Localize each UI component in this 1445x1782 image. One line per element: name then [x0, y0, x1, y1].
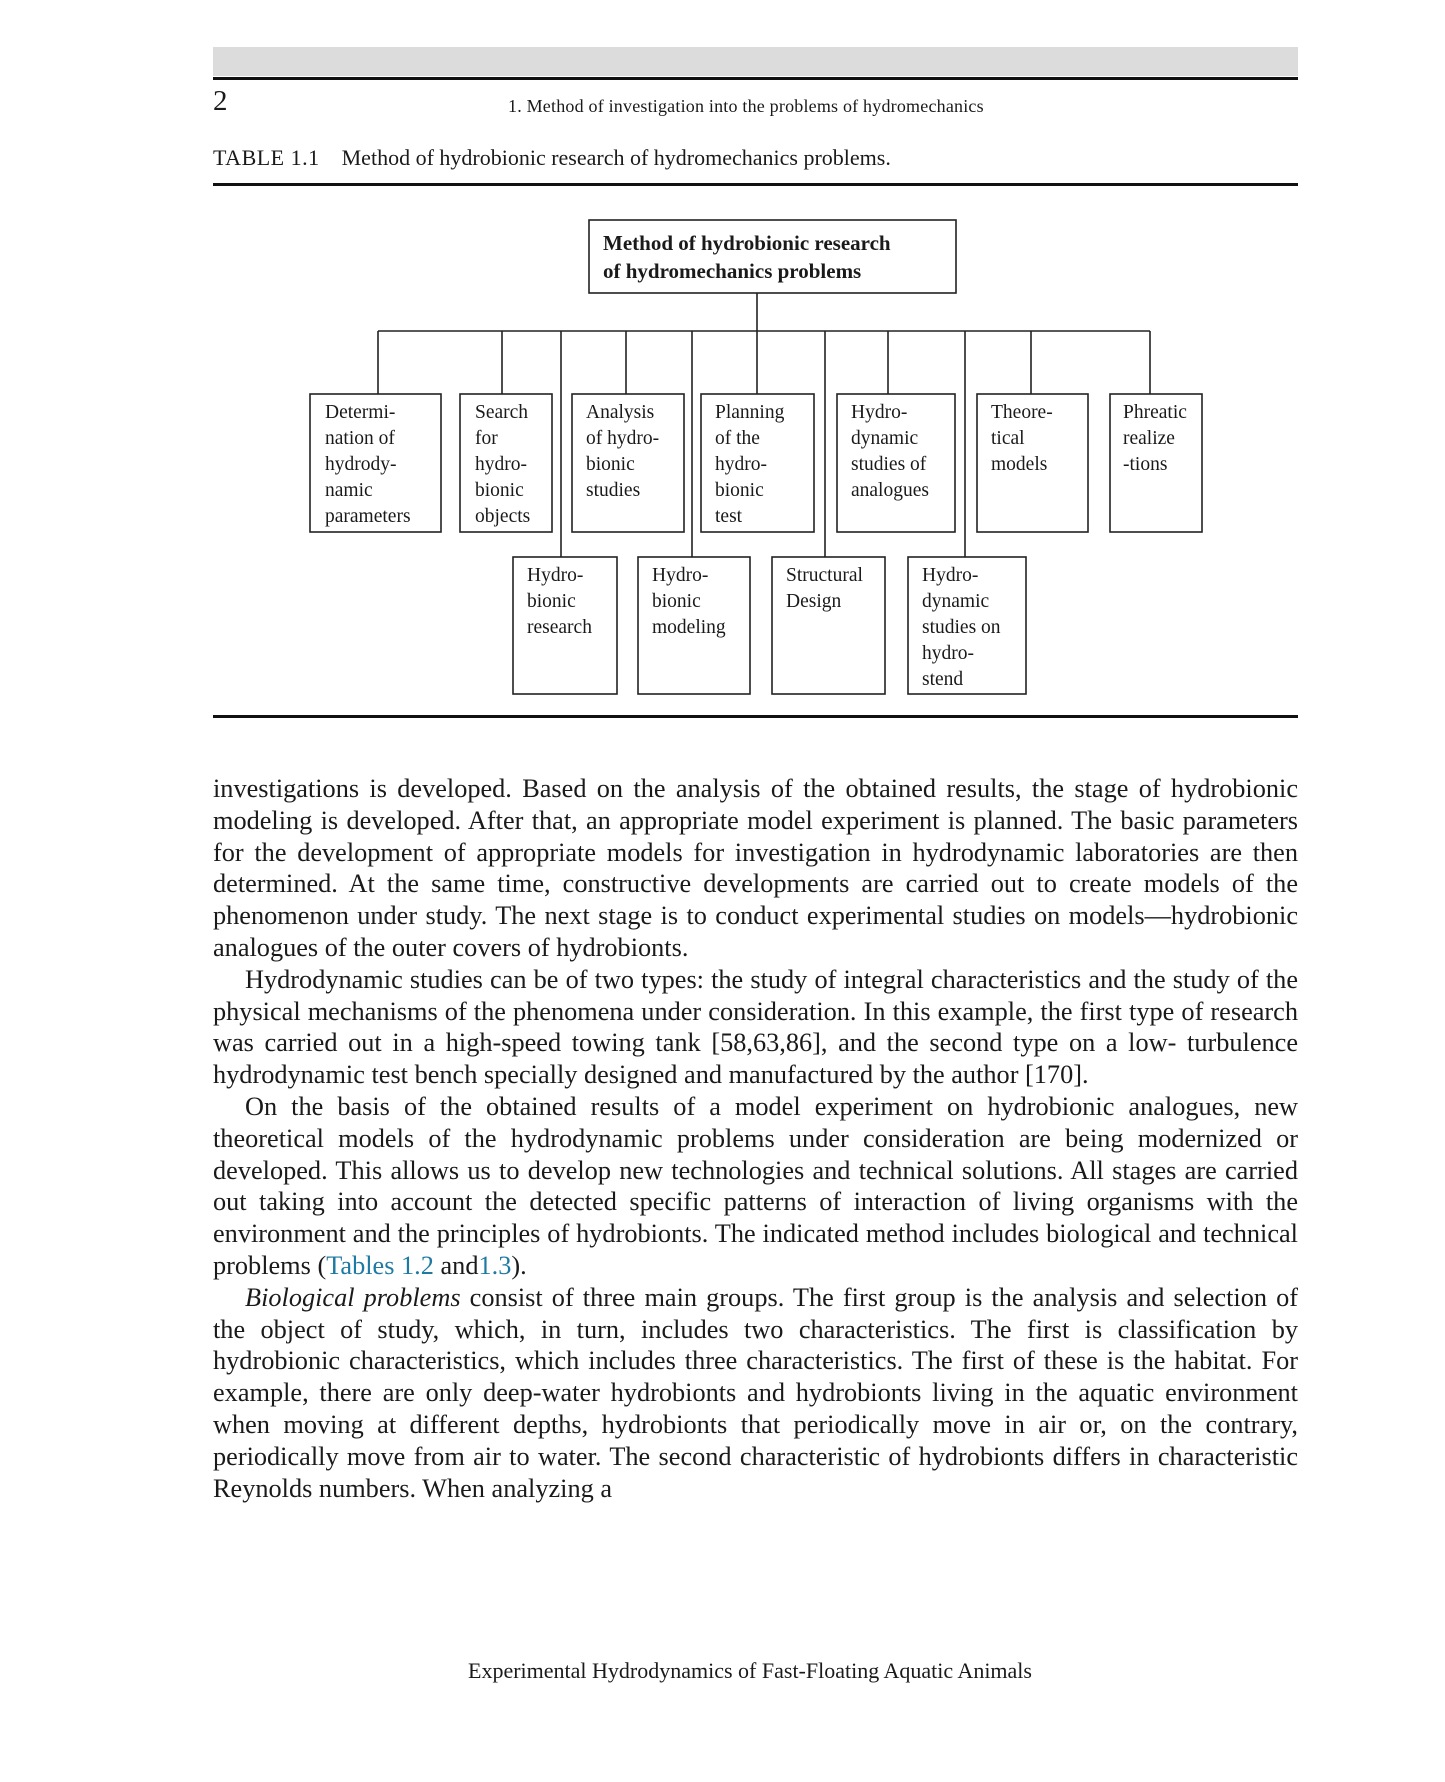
paragraph-text: ).: [511, 1250, 527, 1280]
node-line: bionic: [652, 591, 701, 612]
node-line: for: [475, 428, 498, 449]
table-bottom-rule: [213, 715, 1298, 718]
node-line: models: [991, 454, 1048, 475]
node-hydrobionic-modeling-label: [652, 563, 748, 691]
node-line: dynamic: [922, 591, 990, 612]
node-line: Hydro-: [851, 402, 908, 423]
node-line: studies on: [922, 617, 1001, 638]
node-search-label: [475, 400, 550, 528]
table-label: TABLE 1.1: [213, 145, 320, 170]
paragraph: [213, 1282, 1298, 1505]
node-line: research: [527, 617, 592, 638]
node-line: bionic: [475, 480, 524, 501]
page-number: 2: [213, 85, 228, 117]
node-line: hydrody-: [325, 454, 397, 475]
node-line: Design: [786, 591, 842, 612]
node-line: stend: [922, 669, 964, 690]
paragraph: Hydrodynamic studies can be of two types: the study of integral characteristics and the study of the physical mechanisms of the phenomena under consideration. In this example, the first type of research was carried out in a high-speed towing tank [58,63,86], and the second type on a low- turbulence hydrodynamic test bench specially designed and manufactured by the author [170].: [213, 964, 1298, 1090]
emphasis-term: Biological problems: [245, 1282, 461, 1312]
node-line: of the: [715, 428, 760, 449]
paragraph-text: consist of three main groups. The first group is the analysis and selection of the object of study, which, in turn, includes two characteristics. The first is classification by hydrobionic characteristics, which includes three characteristics. The first of these is the habitat. For example, there are only deep-water hydrobionts and hydrobionts living in the aquatic environment when moving at different depths, hydrobionts that periodically move in air or, on the contrary, periodically move from air to water. The second characteristic of hydrobionts differs in characteristic Reynolds numbers. When analyzing a: [213, 1282, 1298, 1503]
paragraph-text: and: [433, 1250, 479, 1280]
node-line: Hydro-: [652, 565, 709, 586]
node-line: Determi-: [325, 402, 396, 423]
node-line: bionic: [527, 591, 576, 612]
table-1-3-link[interactable]: 1.3: [478, 1250, 512, 1280]
node-line: Theore-: [991, 402, 1053, 423]
paragraph: investigations is developed. Based on the analysis of the obtained results, the stage of hydrobionic modeling is developed. After that, an appropriate model experiment is planned. The basic parameters for the development of appropriate models for investigation in hydrodynamic laboratories are then determined. At the same time, constructive developments are carried out to create models of the phenomenon under study. The next stage is to conduct experimental studies on models—hydrobionic analogues of the outer covers of hydrobionts.: [213, 774, 1298, 962]
node-structural-design-label: [786, 563, 883, 691]
root-line: of hydromechanics problems: [603, 259, 862, 283]
node-line: parameters: [325, 506, 411, 527]
footer-book-title: Experimental Hydrodynamics of Fast-Floating Aquatic Animals: [468, 1658, 1032, 1683]
node-line: Analysis: [586, 402, 655, 423]
table-title: Method of hydrobionic research of hydromechanics problems.: [341, 145, 891, 170]
paragraph: [213, 1091, 1298, 1282]
table-1-2-link[interactable]: Tables 1.2: [326, 1250, 434, 1280]
root-line: Method of hydrobionic research: [603, 231, 891, 255]
node-analogues-label: [851, 400, 953, 528]
node-line: Search: [475, 402, 529, 423]
root-node-label: [603, 229, 963, 285]
node-line: Hydro-: [527, 565, 584, 586]
node-line: Structural: [786, 565, 863, 586]
node-line: bionic: [715, 480, 764, 501]
node-line: of hydro-: [586, 428, 660, 449]
node-line: namic: [325, 480, 373, 501]
node-line: realize: [1123, 428, 1175, 449]
node-analysis-label: [586, 400, 682, 528]
node-line: studies of: [851, 454, 927, 475]
node-line: bionic: [586, 454, 635, 475]
node-line: test: [715, 506, 743, 527]
body-text: [213, 773, 1298, 1504]
node-line: Hydro-: [922, 565, 979, 586]
node-phreatic-label: [1123, 400, 1201, 528]
node-planning-label: [715, 400, 812, 528]
node-line: nation of: [325, 428, 395, 449]
node-line: -tions: [1123, 454, 1168, 475]
node-theoretical-label: [991, 400, 1086, 528]
node-line: hydro-: [475, 454, 527, 475]
node-line: modeling: [652, 617, 726, 638]
node-line: Phreatic: [1123, 402, 1187, 423]
node-line: hydro-: [922, 643, 974, 664]
node-line: objects: [475, 506, 531, 527]
paragraph-text: On the basis of the obtained results of a model experiment on hydrobionic analogues, new theoretical models of the hydrodynamic problems under consideration are being modernized or developed. This allows us to develop new technologies and technical solutions. All stages are carried out taking into account the detected specific patterns of interaction of living organisms with the environment and the principles of hydrobionts. The indicated method includes biological and technical problems (: [213, 1091, 1298, 1280]
node-line: Planning: [715, 402, 785, 423]
node-line: dynamic: [851, 428, 919, 449]
node-hydrobionic-research-label: [527, 563, 615, 691]
node-determination-label: [325, 400, 439, 528]
node-line: studies: [586, 480, 641, 501]
running-head: 1. Method of investigation into the problems of hydromechanics: [508, 96, 984, 116]
node-line: tical: [991, 428, 1025, 449]
node-line: hydro-: [715, 454, 767, 475]
node-hydrostend-label: [922, 563, 1024, 693]
node-line: analogues: [851, 480, 929, 501]
